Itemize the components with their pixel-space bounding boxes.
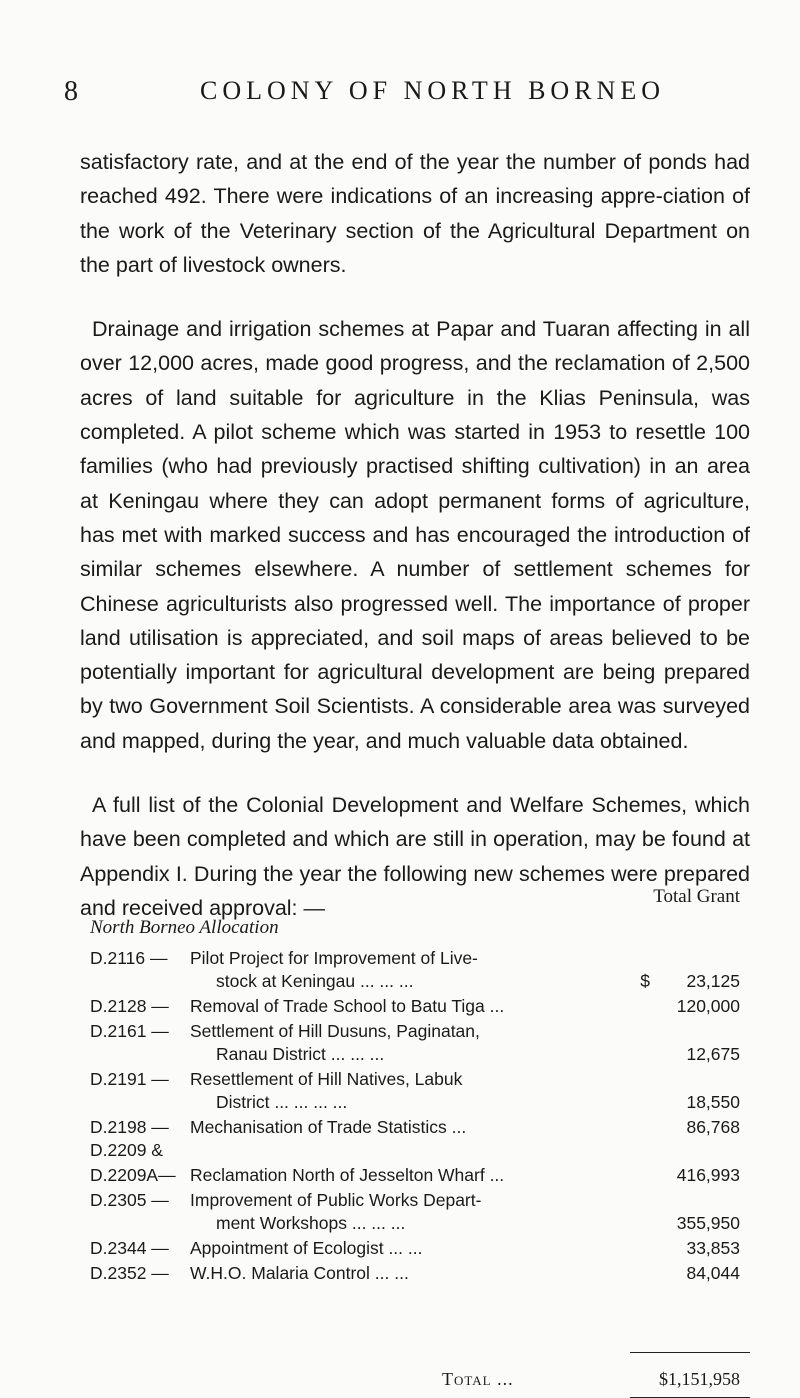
description-line: Reclamation North of Jesselton Wharf ... — [190, 1165, 505, 1185]
table-row — [90, 1262, 750, 1285]
scheme-code: D.2209 & — [90, 1140, 163, 1160]
scheme-description — [190, 1020, 610, 1066]
table-row — [90, 1237, 750, 1260]
total-amount: $1,151,958 — [659, 1369, 740, 1389]
scheme-description — [190, 995, 610, 1018]
grant-amount: 18,550 — [686, 1092, 740, 1112]
allocation-header: North Borneo Allocation — [90, 917, 279, 938]
scheme-code: D.2352 — — [90, 1263, 169, 1283]
scheme-code: D.2116 — — [90, 948, 168, 968]
scheme-code: D.2209A— — [90, 1165, 176, 1185]
scheme-code: D.2305 — — [90, 1190, 169, 1210]
grant-amount: 33,853 — [686, 1238, 740, 1258]
total-label: Total ... — [442, 1369, 514, 1389]
table-row — [90, 1139, 750, 1162]
grant-amount: 120,000 — [676, 996, 740, 1016]
grant-amount: 23,125 — [686, 971, 740, 991]
scheme-code: D.2128 — — [90, 996, 169, 1016]
description-line: W.H.O. Malaria Control ... ... — [190, 1263, 409, 1283]
description-line: Appointment of Ecologist ... ... — [190, 1238, 423, 1258]
total-grant-header: Total Grant — [653, 886, 740, 907]
currency-sign: $ — [640, 971, 650, 991]
scheme-description — [190, 1116, 610, 1139]
grant-amount: 84,044 — [686, 1263, 740, 1283]
scheme-code: D.2344 — — [90, 1238, 169, 1258]
description-line: Settlement of Hill Dusuns, Paginatan, — [190, 1021, 480, 1041]
scheme-description — [190, 1189, 610, 1235]
table-row — [90, 1116, 750, 1139]
table-row — [90, 1068, 750, 1114]
description-line: Pilot Project for Improvement of Live- — [190, 948, 478, 968]
page-number: 8 — [64, 76, 78, 107]
scheme-description — [190, 1068, 610, 1114]
description-line: District ... ... ... ... — [216, 1092, 348, 1112]
grant-amount: 355,950 — [676, 1213, 740, 1233]
table-row — [90, 1020, 750, 1066]
table-rows — [90, 947, 750, 1285]
scheme-description — [190, 1237, 610, 1260]
scheme-code: D.2198 — — [90, 1117, 169, 1137]
paragraph-3: A full list of the Colonial Development and Welfare Schemes, which have been completed and which are still in operation, may be found at Appendix I. During the year the following new schemes were prepared and received approval: — — [80, 793, 750, 920]
table-row — [90, 1164, 750, 1187]
description-line: Ranau District ... ... ... — [216, 1044, 385, 1064]
running-title: COLONY OF NORTH BORNEO — [200, 76, 665, 105]
scheme-description — [190, 1262, 610, 1285]
table-row — [90, 1189, 750, 1235]
scheme-description — [190, 947, 610, 993]
description-line: Removal of Trade School to Batu Tiga ... — [190, 996, 505, 1016]
description-line: ment Workshops ... ... ... — [216, 1213, 406, 1233]
grant-amount: 86,768 — [686, 1117, 740, 1137]
paragraph-1: satisfactory rate, and at the end of the year the number of ponds had reached 492. There were indications of an increasing appre-ciation of the work of the Veterinary section of the Agricultural Department on the part of livestock owners. — [80, 150, 750, 277]
description-line: Resettlement of Hill Natives, Labuk — [190, 1069, 463, 1089]
description-line: Improvement of Public Works Depart- — [190, 1190, 482, 1210]
description-line: stock at Keningau ... ... ... — [216, 971, 414, 991]
description-line: Mechanisation of Trade Statistics ... — [190, 1117, 467, 1137]
table-row — [90, 947, 750, 993]
paragraph-2: Drainage and irrigation schemes at Papar and Tuaran affecting in all over 12,000 acres, made good progress, and the reclamation of 2,500 acres of land suitable for agriculture in the Klias Peninsula, was completed. A pilot scheme which was started in 1953 to resettle 100 families (who had previously practised shifting cultivation) in an area at Keningau where they can adopt permanent forms of agriculture, has met with marked success and has encouraged the introduction of similar schemes elsewhere. A number of settlement schemes for Chinese agriculturists also progressed well. The importance of proper land utilisation is appreciated, and soil maps of areas believed to be potentially important for agricultural development are being prepared by two Government Soil Scientists. A considerable area was surveyed and mapped, during the year, and much valuable data obtained. — [80, 317, 750, 753]
grant-amount: 416,993 — [676, 1165, 740, 1185]
subtotal-rule — [630, 1352, 750, 1353]
scheme-code: D.2161 — — [90, 1021, 169, 1041]
scheme-code: D.2191 — — [90, 1069, 169, 1089]
scheme-description — [190, 1164, 610, 1187]
table-row — [90, 995, 750, 1018]
body-text — [80, 145, 750, 955]
grant-amount: 12,675 — [686, 1044, 740, 1064]
